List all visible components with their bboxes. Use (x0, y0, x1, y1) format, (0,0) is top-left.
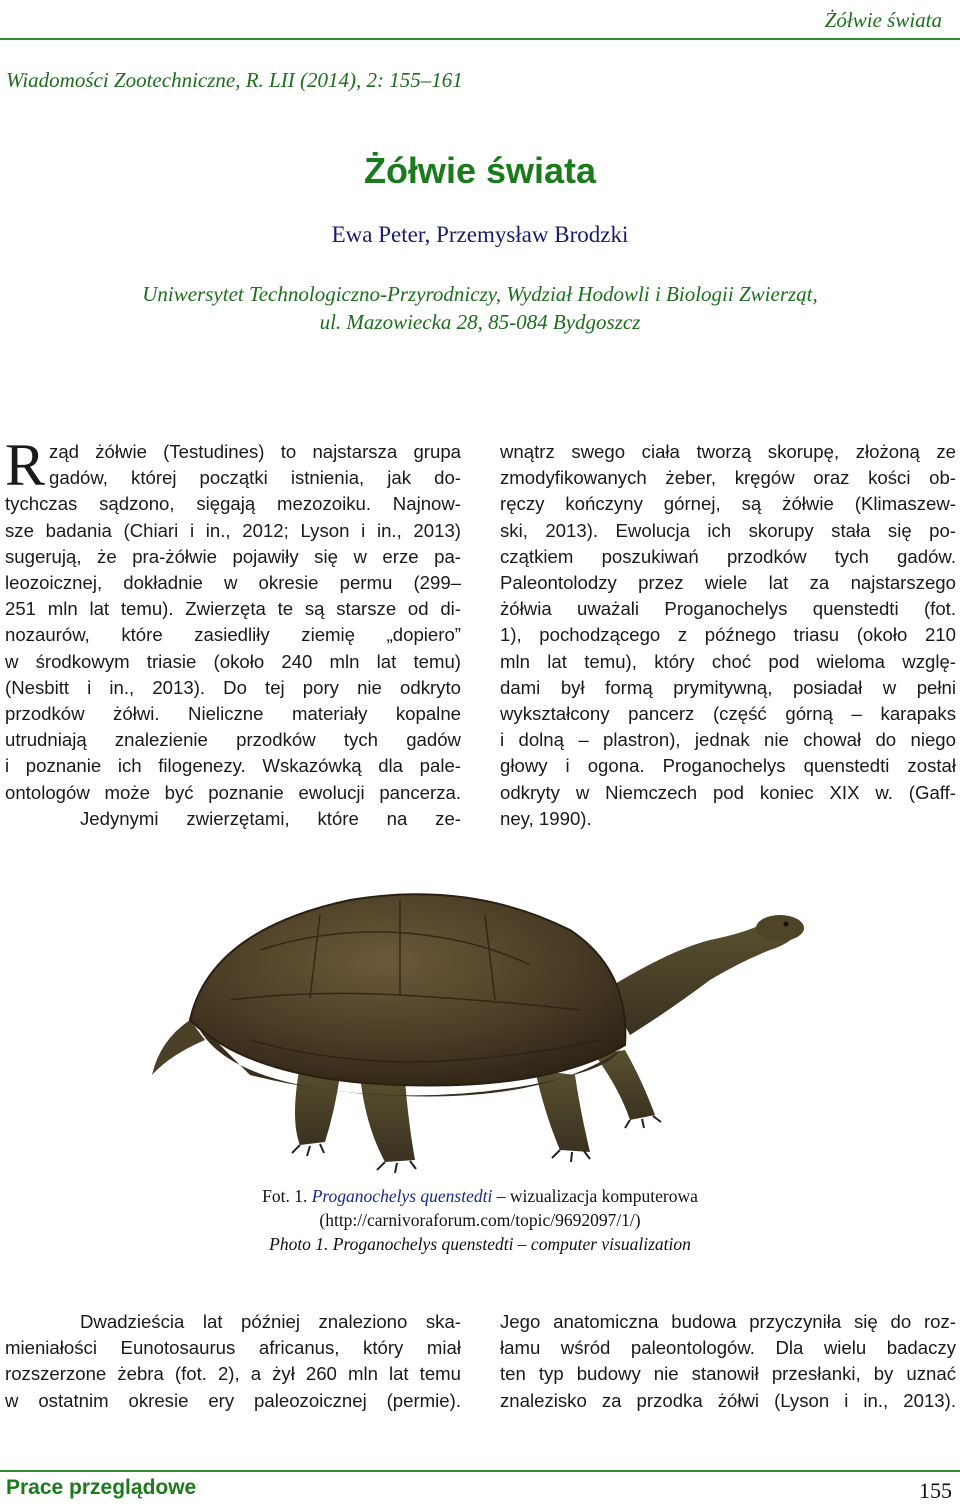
journal-reference: Wiadomości Zootechniczne, R. LII (2014), 2: 155–161 (6, 68, 463, 92)
intro-column-right (500, 439, 956, 832)
turtle-illustration (150, 870, 810, 1180)
intro-column-left (5, 432, 461, 832)
paper-affiliation (40, 280, 920, 336)
text-line: i dolną – plastron), jednak nie chował do niego (500, 729, 956, 751)
turtle-front-leg (535, 1070, 590, 1152)
text-line: znalezisko za przodka żółwi (Lyson i in., 2013). (500, 1389, 956, 1411)
text-line: gadów, której początki istnienia, jak do- (49, 467, 461, 489)
text-line: nozaurów, które zasiedliły ziemię „dopiero” (5, 624, 461, 646)
text-line: utrudniają znalezienie przodków tych gadów (5, 729, 461, 751)
text-line: 1), pochodzącego z późnego triasu (około 210 (500, 624, 956, 646)
text-line: ontologów może być poznanie ewolucji pancerza. (5, 781, 461, 803)
turtle-carapace (190, 894, 625, 1085)
affiliation-line-1: Uniwersytet Technologiczno-Przyrodniczy, Wydział Hodowli i Biologii Zwierząt, (142, 282, 818, 306)
text-line: rozszerzone żebra (fot. 2), a żył 260 mln lat temu (5, 1363, 461, 1385)
text-line: Paleontolodzy przez wiele lat za najstarszego (500, 572, 956, 594)
text-line: wnątrz swego ciała tworzą skorupę, złożoną ze (500, 441, 956, 462)
footer-rule (0, 1470, 960, 1472)
turtle-hind-leg-near (360, 1075, 415, 1162)
text-line: odkryty w Niemczech pod koniec XIX w. (Gaff- (500, 781, 956, 803)
text-line: mieniałości Eunotosaurus africanus, który miał (5, 1337, 461, 1359)
text-line: Dwadzieścia lat później znaleziono ska- (80, 1311, 461, 1332)
footer-section-label: Prace przeglądowe (6, 1476, 197, 1499)
caption-line-1 (0, 1184, 960, 1208)
paper-title: Żółwie świata (363, 150, 597, 191)
text-line: ręczy kończyny górnej, są żółwie (Klimaszew- (500, 493, 956, 515)
caption-description: – wizualizacja komputerowa (492, 1186, 698, 1206)
text-line: 251 mln lat temu). Zwierzęta te są starsze od di- (5, 598, 461, 620)
text-line: ten typ budowy nie stanowił przesłanki, by uznać (500, 1363, 956, 1385)
text-line: leozoicznej, dokładnie w okresie permu (299– (5, 572, 461, 594)
text-line: w środkowym triasie (około 240 mln lat temu) (5, 650, 461, 672)
text-line: mln lat temu), który choć pod wieloma wzglę- (500, 650, 956, 672)
caption-source-link[interactable]: (http://carnivoraforum.com/topic/9692097/1/) (319, 1210, 641, 1230)
text-line: dami był formą prymitywną, posiadał w pełni (500, 676, 956, 698)
text-line: wykształcony pancerz (część górną – karapaks (500, 703, 956, 725)
text-line: tychczas sądzono, sięgają mezozoiku. Najnow- (5, 493, 461, 515)
text-line: głowy i ogona. Proganochelys quenstedti został (500, 755, 956, 777)
text-line: łamu wśród paleontologów. Dla wielu badaczy (500, 1337, 956, 1359)
header-rule (0, 38, 960, 40)
lower-right-text (500, 1309, 956, 1414)
caption-species: Proganochelys quenstedti (311, 1186, 493, 1206)
text-line: w ostatnim okresie ery paleozoicznej (permie). (5, 1389, 461, 1411)
paper-authors: Ewa Peter, Przemysław Brodzki (331, 222, 629, 247)
affiliation-line-2: ul. Mazowiecka 28, 85-084 Bydgoszcz (319, 310, 641, 334)
text-line: ski, 2013). Ewolucja ich skorupy stała się po- (500, 519, 956, 541)
caption-line-english: Photo 1. Proganochelys quenstedti – computer visualization (269, 1234, 691, 1254)
turtle-eye (784, 922, 789, 927)
running-title: Żółwie świata (824, 8, 942, 32)
lower-left-text (5, 1309, 461, 1414)
text-line: przodków żółwi. Nieliczne materiały kopalne (5, 703, 461, 725)
text-line: Jego anatomiczna budowa przyczyniła się do roz- (500, 1311, 956, 1332)
text-line: Jedynymi zwierzętami, które na ze- (80, 807, 461, 829)
figure-caption (0, 1184, 960, 1256)
text-line: czątkiem poszukiwań przodków tych gadów. (500, 545, 956, 567)
turtle-claws (292, 1116, 661, 1173)
turtle-head (756, 915, 804, 941)
turtle-tail (152, 1020, 205, 1075)
lower-column-right (500, 1309, 956, 1414)
text-line: sugerują, że pra-żółwie pojawiły się w erze pa- (5, 545, 461, 567)
text-line: żółwia uważali Proganochelys quenstedti (fot. (500, 598, 956, 620)
lower-column-left (5, 1309, 461, 1414)
text-line: ney, 1990). (500, 807, 592, 829)
caption-label: Fot. 1. (262, 1186, 312, 1206)
text-line: i poznanie ich filogenezy. Wskazówką dla pale- (5, 755, 461, 777)
page-number: 155 (919, 1478, 952, 1503)
text-line: sze badania (Chiari i in., 2012; Lyson i in., 2013) (5, 519, 461, 541)
drop-cap: R (5, 432, 46, 498)
text-line: ząd żółwie (Testudines) to najstarsza grupa (49, 441, 461, 462)
text-line: zmodyfikowanych żeber, kręgów oraz kości ob- (500, 467, 956, 489)
text-line: (Nesbitt i in., 2013). Do tej pory nie odkryto (5, 676, 461, 698)
intro-right-text (500, 439, 956, 832)
intro-left-text (5, 432, 461, 832)
